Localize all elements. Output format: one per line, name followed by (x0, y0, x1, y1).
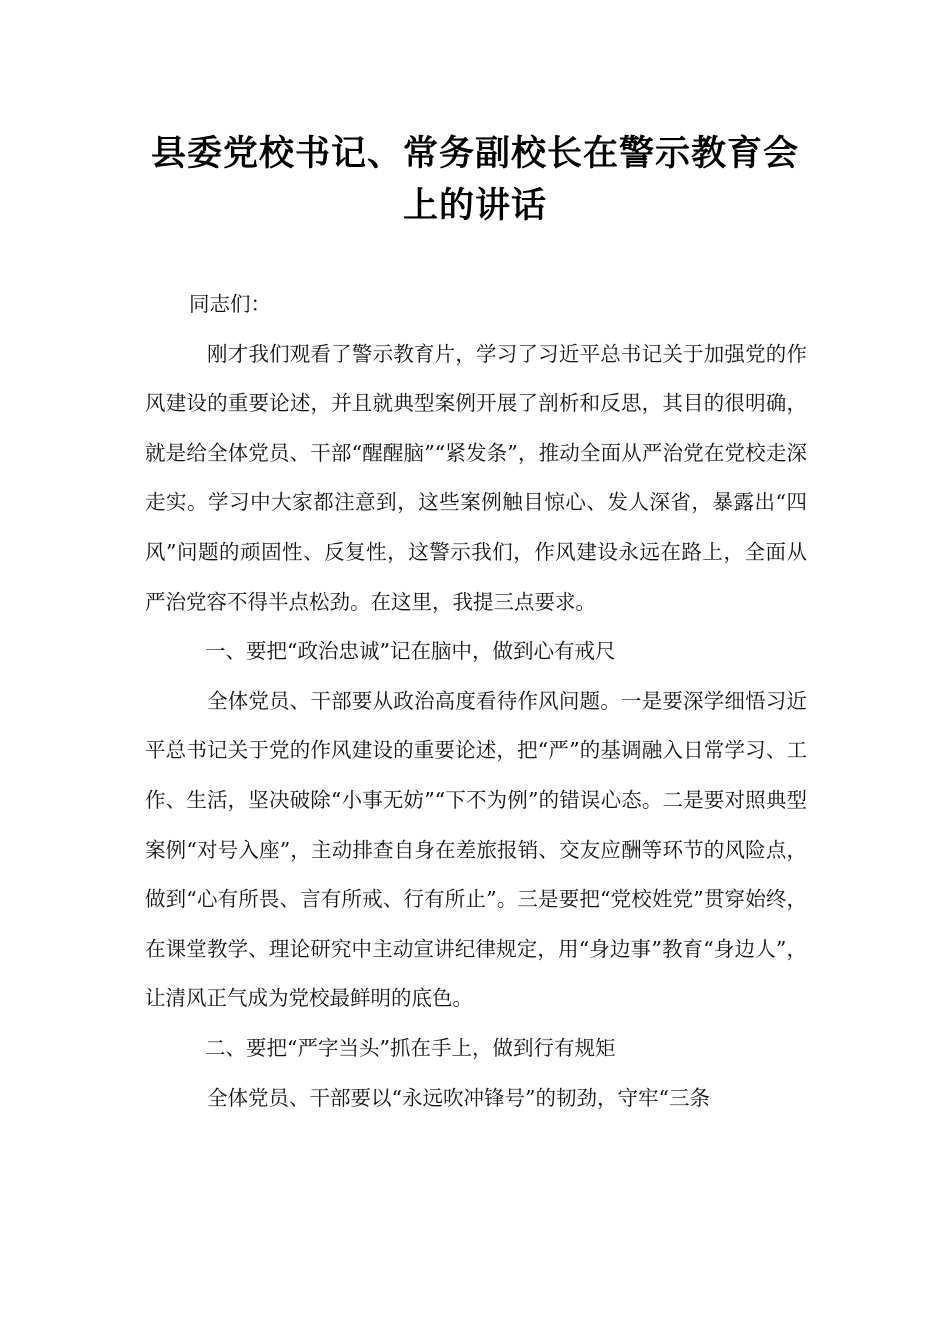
intro-paragraph: 刚才我们观看了警示教育片，学习了习近平总书记关于加强党的作风建设的重要论述，并且就典型案例开展了剖析和反思，其目的很明确，就是给全体党员、干部“醒醒脑”“紧发条”，推动全面从严治党在党校走深走实。学习中大家都注意到，这些案例触目惊心、发人深省，暴露出“四风”问题的顽固性、反复性，这警示我们，作风建设永远在路上，全面从严治党容不得半点松劲。在这里，我提三点要求。 (145, 341, 807, 614)
title-line-2: 上的讲话 (402, 186, 547, 226)
document-body (145, 280, 807, 1123)
section-heading-1: 一、要把“政治忠诚”记在脑中，做到心有戒尺 (205, 639, 616, 664)
section-2-paragraph: 全体党员、干部要以“永远吹冲锋号”的韧劲，守牢“三条 (207, 1085, 710, 1110)
section-1-paragraph: 全体党员、干部要从政治高度看待作风问题。一是要深学细悟习近平总书记关于党的作风建设的重要论述，把“严”的基调融入日常学习、工作、生活，坚决破除“小事无妨”“下不为例”的错误心态。二是要对照典型案例“对号入座”，主动排查自身在差旅报销、交友应酬等环节的风险点，做到“心有所畏、言有所戒、行有所止”。三是要把“党校姓党”贯穿始终，在课堂教学、理论研究中主动宣讲纪律规定，用“身边事”教育“身边人”，让清风正气成为党校最鲜明的底色。 (145, 688, 807, 1011)
document-title (145, 128, 805, 232)
salutation: 同志们： (189, 292, 271, 316)
section-heading-2: 二、要把“严字当头”抓在手上，做到行有规矩 (205, 1035, 616, 1060)
title-line-1: 县委党校书记、常务副校长在警示教育会 (150, 134, 799, 174)
